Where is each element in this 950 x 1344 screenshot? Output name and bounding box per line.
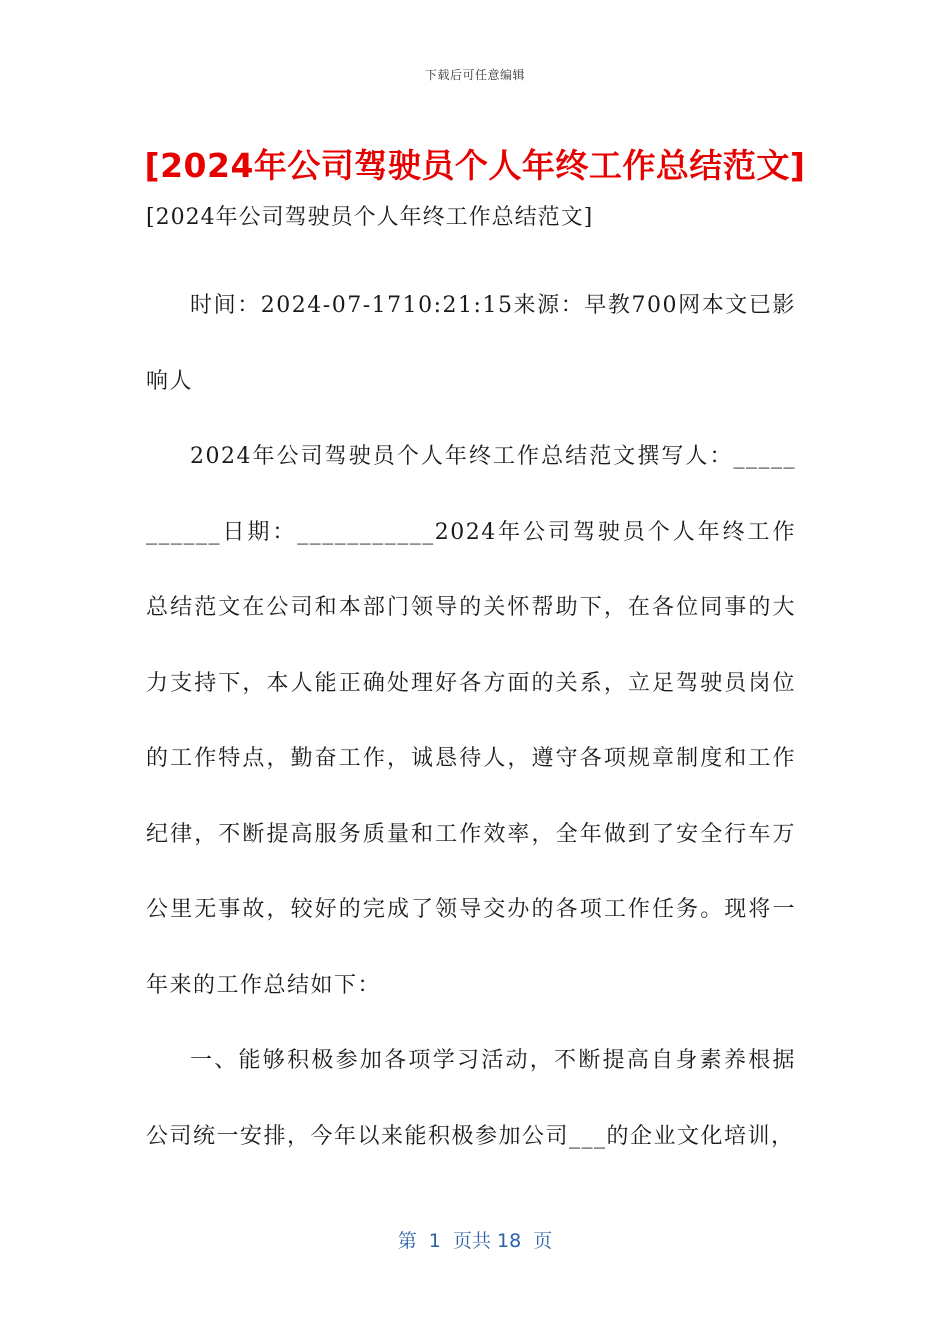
meta-paragraph: 时间：2024-07-1710:21:15来源：早教700网本文已影响人 [146,293,796,394]
section-one-paragraph: 一、能够积极参加各项学习活动，不断提高自身素养根据公司统一安排，今年以来能积极参加公司___的企业文化培训， [146,1048,796,1149]
page-footer: 第 1 页共 18 页 [397,1230,553,1252]
document-title: [2024年公司驾驶员个人年终工作总结范文] [144,146,806,185]
header-note: 下载后可任意编辑 [424,68,525,82]
document-body [146,268,796,1174]
intro-paragraph: 2024年公司驾驶员个人年终工作总结范文撰写人：___________日期：___________2024年公司驾驶员个人年终工作总结范文在公司和本部门领导的关怀帮助下，在各位同事的大力支持下，本人能正确处理好各方面的关系，立足驾驶员岗位的工作特点，勤奋工作，诚恳待人，遵守各项规章制度和工作纪律，不断提高服务质量和工作效率，全年做到了安全行车万公里无事故，较好的完成了领导交办的各项工作任务。现将一年来的工作总结如下： [146,444,796,998]
document-subtitle: [2024年公司驾驶员个人年终工作总结范文] [146,205,594,230]
